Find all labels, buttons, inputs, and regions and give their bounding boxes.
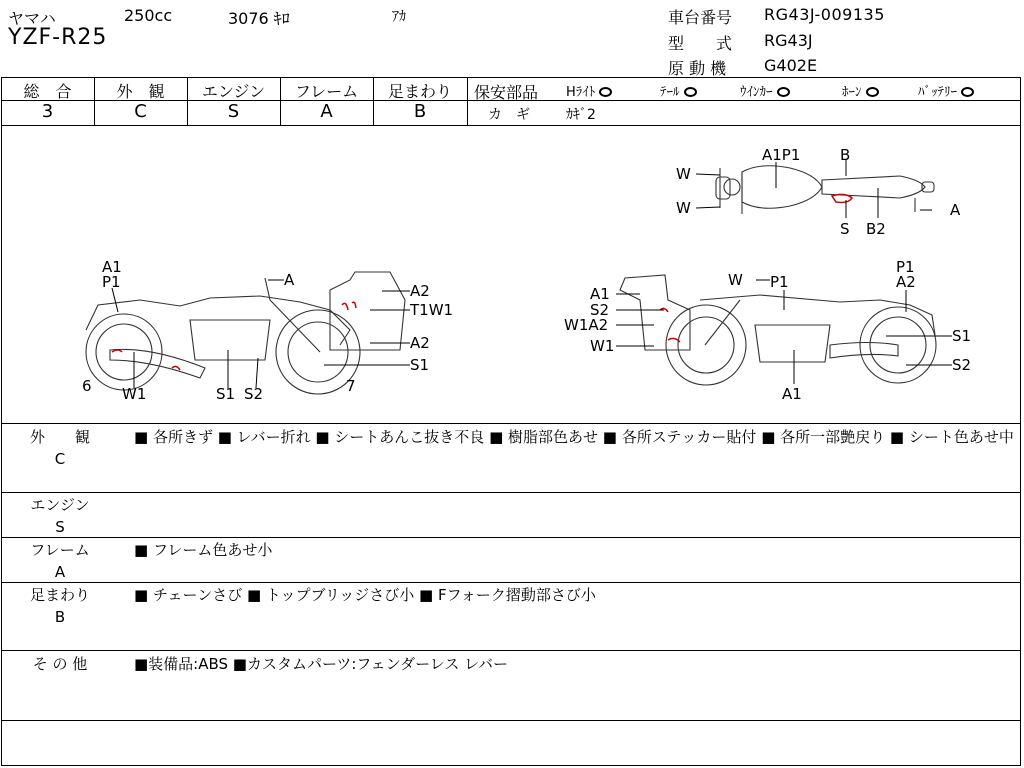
diagram-label: P1: [102, 273, 121, 291]
type-label: 型 式: [668, 34, 733, 53]
grade-value-overall: 3: [41, 101, 54, 122]
type-value: RG43J: [764, 31, 813, 50]
diagram-label: A: [950, 201, 961, 219]
diagram-label: A2: [896, 273, 916, 291]
section-grade: C: [54, 450, 66, 468]
safety-item-horn: [842, 81, 879, 100]
diagram-label: W1: [590, 337, 615, 355]
frame-no-label: 車台番号: [668, 8, 733, 27]
ok-circle-icon: [777, 87, 790, 97]
section-title: 足まわり: [29, 586, 90, 604]
diagram-label: A1: [590, 285, 610, 303]
diagram-label: S1: [410, 356, 430, 374]
section-grade: B: [54, 608, 66, 626]
grade-value-frame: A: [320, 101, 333, 122]
grade-label-overall: 総 合: [23, 82, 72, 101]
safety-item-label: ﾊﾞｯﾃﾘｰ: [918, 85, 957, 100]
section-title: 外 観: [29, 428, 90, 446]
section-exterior-label: [0, 426, 120, 470]
diagram-label: A: [284, 271, 295, 289]
diagram-label: A2: [410, 282, 430, 300]
section-other-label: [0, 653, 120, 675]
grade-value-suspension: B: [413, 101, 427, 122]
sec-divider: [1, 492, 1021, 493]
damage-diagram: [0, 126, 1024, 422]
diagram-label: S2: [244, 385, 264, 403]
diagram-label: W: [728, 271, 743, 289]
section-suspension-label: [0, 584, 120, 628]
diagram-label: S: [840, 220, 850, 238]
sec-divider: [1, 720, 1021, 721]
diagram-label: A2: [410, 334, 430, 352]
diagram-label: S1: [216, 385, 236, 403]
ok-circle-icon: [961, 87, 974, 97]
ok-circle-icon: [684, 87, 697, 97]
safety-title: 保安部品: [474, 83, 539, 102]
ok-circle-icon: [866, 87, 879, 97]
grade-label-engine: エンジン: [201, 82, 266, 101]
section-frame-label: [0, 539, 120, 583]
key-label: カ ギ: [488, 107, 530, 123]
safety-item-label: ﾃｰﾙ: [660, 85, 680, 100]
safety-item-label: ﾎｰﾝ: [842, 85, 862, 100]
diagram-label: B: [840, 146, 851, 164]
grade-value-engine: S: [227, 101, 240, 122]
grade-label-exterior: 外 観: [116, 82, 165, 101]
safety-item-label: Hﾗｲﾄ: [566, 85, 596, 100]
grade-label-frame: フレーム: [294, 82, 359, 101]
diagram-label: A1: [782, 385, 802, 403]
section-title: フレーム: [30, 541, 90, 559]
section-grade: S: [55, 518, 65, 536]
bike-right-view-icon: [620, 275, 936, 385]
ok-circle-icon: [599, 87, 612, 97]
diagram-label: P1: [896, 258, 915, 276]
diagram-bottom: [1, 423, 1021, 424]
safety-item-battery: [918, 81, 974, 100]
section-grade: A: [54, 563, 66, 581]
safety-row-divider: [467, 100, 1021, 101]
bike-top-view-icon: [716, 166, 934, 214]
safety-item-headlight: [566, 81, 612, 100]
diagram-label: A1P1: [762, 146, 801, 164]
grade-label-suspension: 足まわり: [387, 82, 452, 101]
color: ｱｶ: [392, 9, 406, 25]
diagram-label: S1: [952, 327, 972, 345]
safety-item-winker: [740, 81, 790, 100]
diagram-label: W1A2: [564, 316, 609, 334]
section-title: そ の 他: [32, 655, 88, 673]
section-engine-label: [0, 494, 120, 538]
sec-divider: [1, 582, 1021, 583]
section-frame-text: ■ フレーム色あせ小: [134, 541, 273, 559]
diagram-label: A1: [102, 258, 122, 276]
diagram-label: P1: [770, 273, 789, 291]
divider: [467, 77, 468, 125]
displacement: 250cc: [124, 6, 173, 25]
grade-value-exterior: C: [134, 101, 147, 122]
diagram-label: S2: [952, 356, 972, 374]
frame-no: RG43J-009135: [764, 5, 885, 24]
model-name: YZF-R25: [8, 25, 108, 50]
mileage: 3076 ｷﾛ: [228, 9, 290, 28]
maker: ヤマハ: [8, 9, 56, 28]
section-suspension-text: ■ チェーンさび ■ トップブリッジさび小 ■ Fフォーク摺動部さび小: [134, 586, 596, 604]
engine-label: 原 動 機: [668, 59, 727, 78]
sec-divider: [1, 650, 1021, 651]
diagram-label: W: [676, 199, 691, 217]
engine-value: G402E: [764, 56, 818, 75]
diagram-label: 7: [346, 377, 356, 395]
section-other-text: ■装備品:ABS ■カスタムパーツ:フェンダーレス レバー: [134, 655, 509, 673]
diagram-label: W: [676, 165, 691, 183]
section-title: エンジン: [30, 496, 90, 514]
diagram-label: W1: [122, 385, 147, 403]
safety-item-label: ｳｲﾝｶｰ: [740, 85, 773, 100]
diagram-label: 6: [82, 377, 92, 395]
diagram-label: S2: [590, 301, 610, 319]
diagram-label: B2: [866, 220, 886, 238]
section-exterior-text: ■ 各所きず ■ レバー折れ ■ シートあんこ抜き不良 ■ 樹脂部色あせ ■ 各所ステッカー貼付 ■ 各所一部艶戻り ■ シート色あせ中: [134, 428, 1014, 446]
sec-divider: [1, 537, 1021, 538]
key-value: ｶｷﾞ2: [566, 107, 596, 123]
safety-item-tail: [660, 81, 697, 100]
diagram-label: T1W1: [410, 301, 454, 319]
